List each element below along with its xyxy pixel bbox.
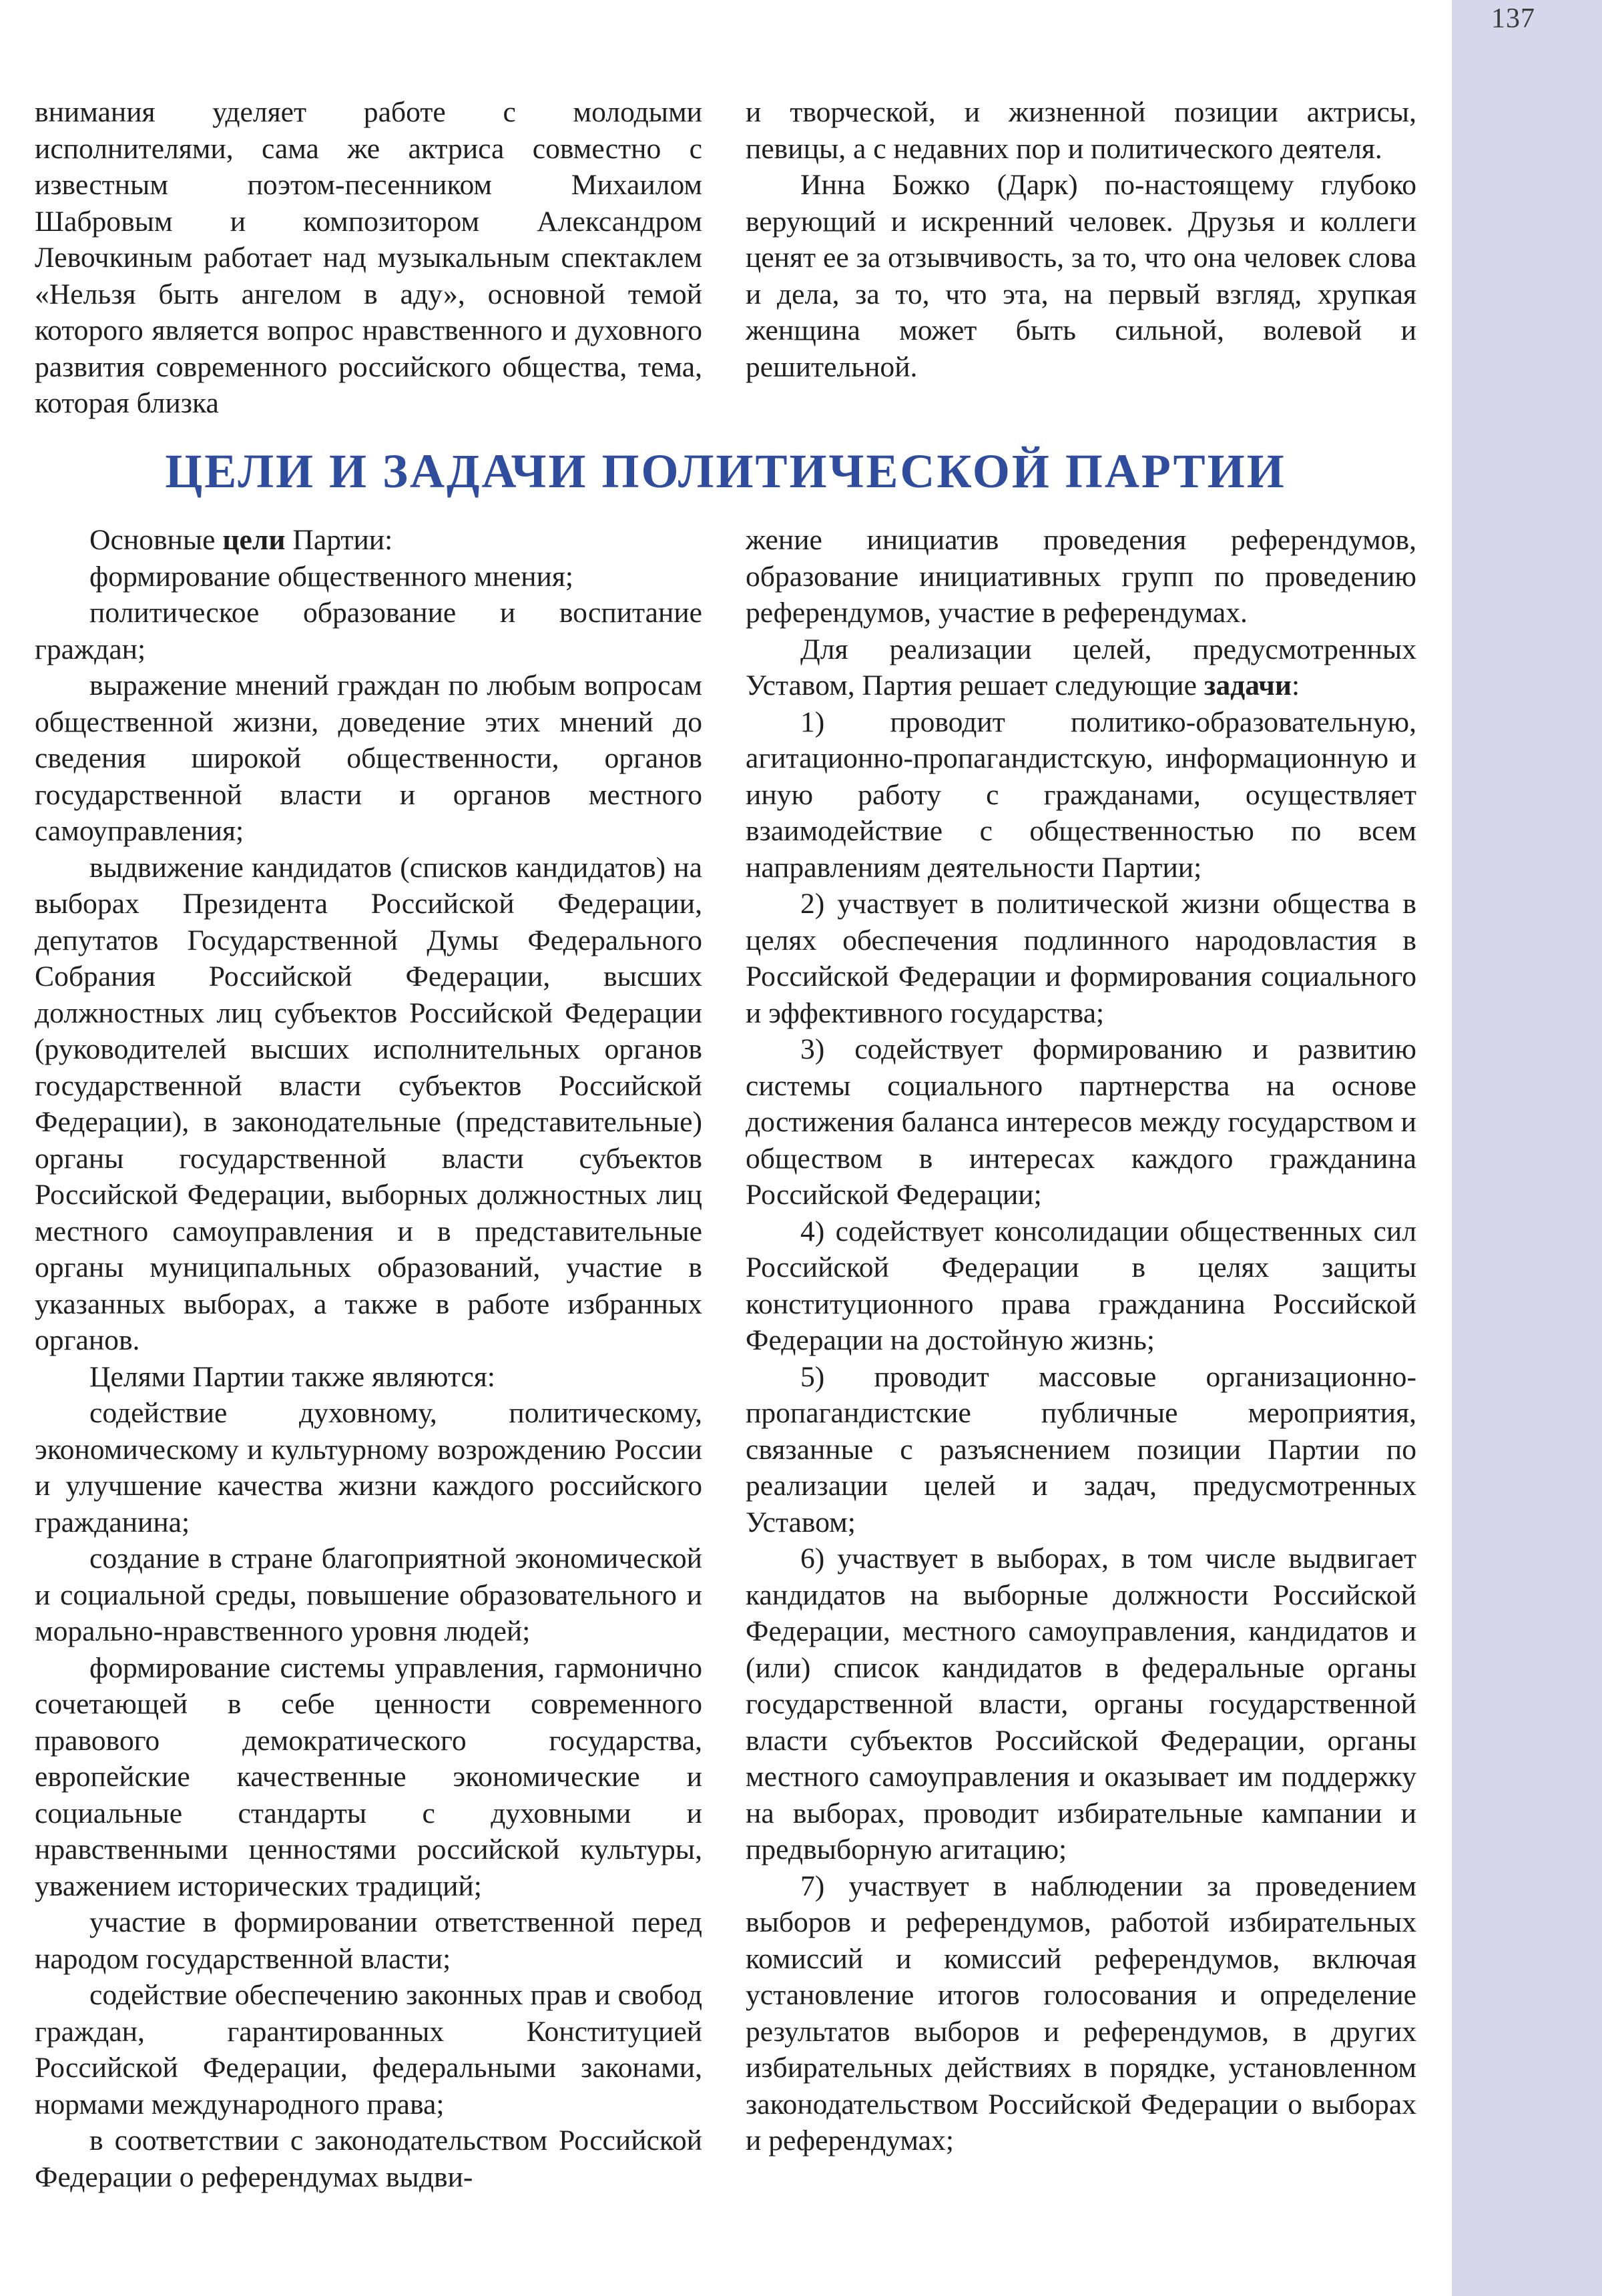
page-sidebar-strip: [1452, 0, 1602, 2296]
goals-list: [35, 559, 702, 2196]
paragraph: формирование системы управления, гармонично сочетающей в себе ценности современного правового демократического государства, европейские качественные экономические и социальные стандарты с духовными и нравственными ценностями российской культуры, уважением исторических традиций;: [35, 1651, 702, 1902]
paragraph: формирование общественного мнения;: [89, 560, 574, 593]
tasks-intro-bold: задачи: [1204, 669, 1292, 701]
task-item: 5) проводит массовые организационно-пропагандистские публичные мероприятия, связанные с разъяснением позиции Партии по реализации целей и задач, предусмотренных Уставом;: [746, 1360, 1416, 1538]
task-item: 2) участвует в политической жизни общества в целях обеспечения подлинного народовластия в Российской Федерации и формирования социального и эффективного государства;: [746, 888, 1416, 1029]
paragraph: политическое образование и воспитание граждан;: [35, 597, 702, 665]
paragraph: и творческой, и жизненной позиции актрисы, певицы, а с недавних пор и политического деятеля.: [746, 96, 1416, 165]
task-item: 4) содействует консолидации общественных сил Российской Федерации в целях защиты конституционного права гражданина Российской Федерации на достойную жизнь;: [746, 1215, 1416, 1356]
paragraph: Инна Божко (Дарк) по-настоящему глубоко верующий и искренний человек. Друзья и коллеги ценят ее за отзывчивость, за то, что она человек слова и дела, за то, что эта, на первый взгляд, хрупкая женщина может быть сильной, волевой и решительной.: [746, 169, 1416, 383]
paragraph: выражение мнений граждан по любым вопросам общественной жизни, доведение этих мнений до сведения широкой общественности, органов государственной власти и органов местного самоуправления;: [35, 669, 702, 847]
task-item: 3) содействует формированию и развитию системы социального партнерства на основе достижения баланса интересов между государством и обществом в интересах каждого гражданина Российской Федерации;: [746, 1033, 1416, 1211]
paragraph: участие в формировании ответственной перед народом государственной власти;: [35, 1906, 702, 1975]
tasks-column: [746, 522, 1416, 2159]
tasks-intro-tail: :: [1291, 669, 1300, 701]
paragraph: создание в стране благоприятной экономической и социальной среды, повышение образовательного и морально-нравственного уровня людей;: [35, 1542, 702, 1647]
goals-column: [35, 522, 702, 2195]
tasks-intro: [746, 631, 1416, 704]
task-item: 1) проводит политико-образовательную, агитационно-пропагандистскую, информационную и иную работу с гражданами, осуществляет взаимодействие с общественностью по всем направлениям деятельности Партии;: [746, 705, 1416, 884]
paragraph: в соответствии с законодательством Российской Федерации о референдумах выдви-: [35, 2124, 702, 2193]
task-item: 6) участвует в выборах, в том числе выдвигает кандидатов на выборные должности Российской Федерации, местного самоуправления, кандидатов и (или) список кандидатов в федеральные органы государственной власти, органы государственной власти субъектов Российской Федерации, органы местного самоуправления и оказывает им поддержку на выборах, проводит избирательные кампании и предвыборную агитацию;: [746, 1542, 1416, 1866]
section-heading: ЦЕЛИ И ЗАДАЧИ ПОЛИТИЧЕСКОЙ ПАРТИИ: [165, 445, 1286, 498]
tasks-list: [746, 704, 1416, 2159]
task-item: 7) участвует в наблюдении за проведением выборов и референдумов, работой избирательных комиссий и комиссий референдумов, включая установление итогов голосования и определение результатов выборов и референдумов, в других избирательных действиях в порядке, установленном законодательством Российской Федерации о выборах и референдумах;: [746, 1870, 1416, 2157]
paragraph: содействие обеспечению законных прав и свобод граждан, гарантированных Конституцией Российской Федерации, федеральными законами, нормами международного права;: [35, 1979, 702, 2120]
paragraph: Целями Партии также являются:: [89, 1360, 495, 1393]
paragraph: жение инициатив проведения референдумов, образование инициативных групп по проведению референдумов, участие в референдумах.: [746, 524, 1416, 629]
page-number: 137: [1491, 3, 1535, 34]
goals-intro-tail: Партии:: [285, 524, 393, 556]
paragraph: внимания уделяет работе с молодыми исполнителями, сама же актриса совместно с известным поэтом-песенником Михаилом Шабровым и композитором Александром Левочкиным работает над музыкальным спектаклем «Нельзя быть ангелом в аду», основной темой которого является вопрос нравственного и духовного развития современного российского общества, тема, которая близка: [35, 96, 702, 419]
goals-intro-bold: цели: [222, 524, 286, 556]
top-left-column: [35, 94, 702, 422]
tasks-intro-text: Для реализации целей, предусмотренных Уставом, Партия решает следующие: [746, 633, 1416, 701]
goals-intro-text: Основные: [89, 524, 223, 556]
goals-continuation: [746, 522, 1416, 631]
top-right-column: [746, 94, 1416, 385]
goals-intro: [35, 522, 702, 559]
paragraph: выдвижение кандидатов (списков кандидатов) на выборах Президента Российской Федерации, депутатов Государственной Думы Федерального Собрания Российской Федерации, высших должностных лиц субъектов Российской Федерации (руководителей высших исполнительных органов государственной власти субъектов Российской Федерации), в законодательные (представительные) органы государственной власти субъектов Российской Федерации, выборных должностных лиц местного самоуправления и в представительные органы муниципальных образований, участие в указанных выборах, а также в работе избранных органов.: [35, 851, 702, 1356]
paragraph: содействие духовному, политическому, экономическому и культурному возрождению России и улучшение качества жизни каждого российского гражданина;: [35, 1397, 702, 1538]
